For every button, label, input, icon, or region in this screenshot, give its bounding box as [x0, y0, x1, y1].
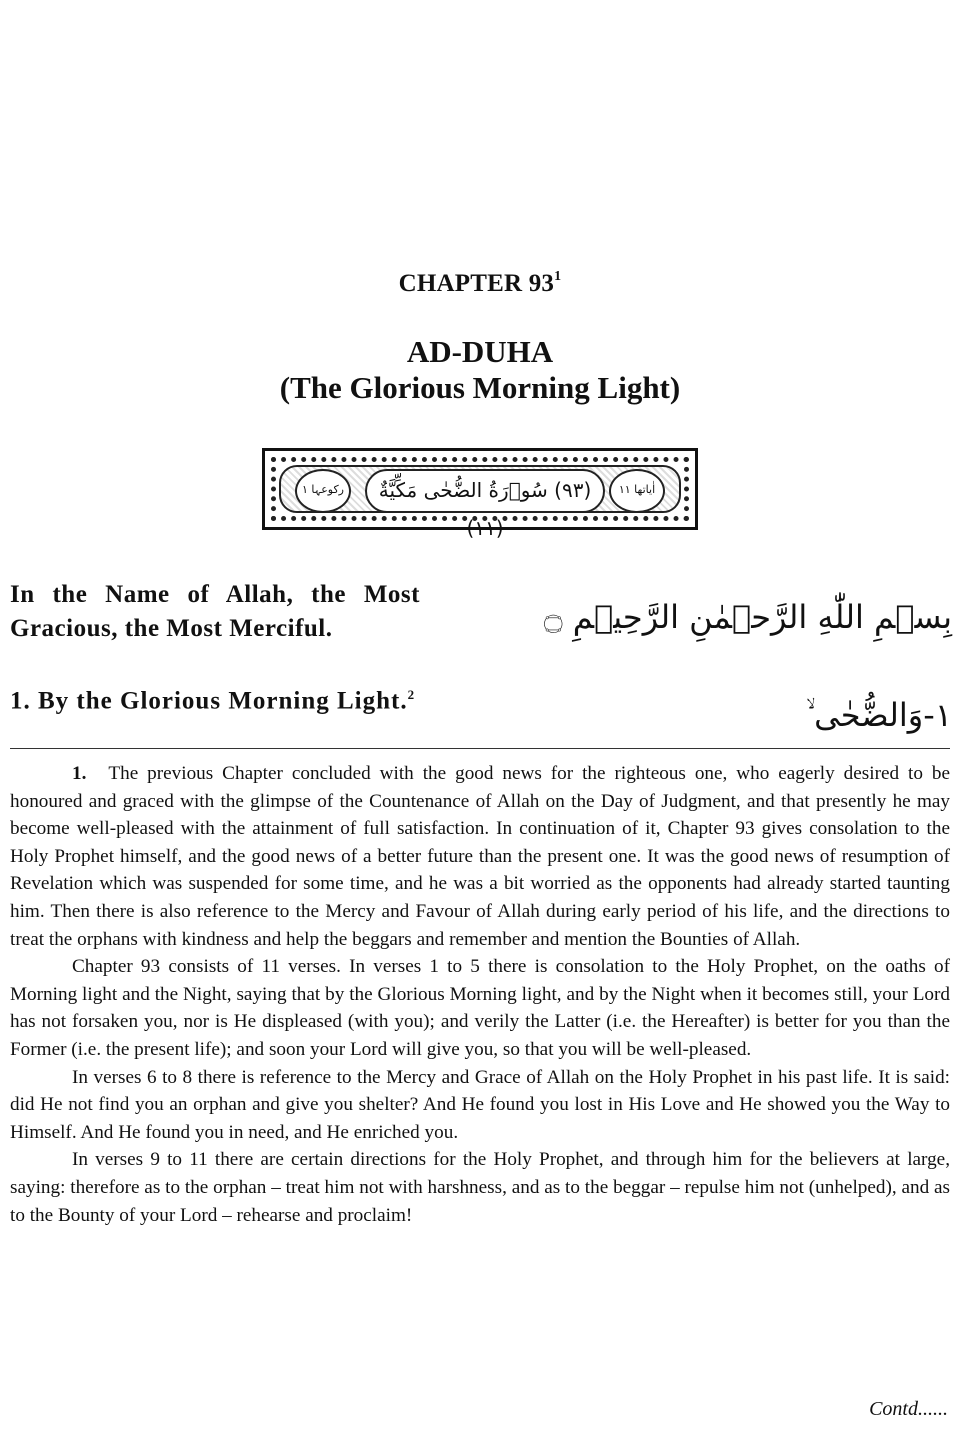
verse-1-text: 1. By the Glorious Morning Light.	[10, 687, 408, 715]
chapter-label: CHAPTER 93	[398, 270, 555, 297]
basmala-translation: In the Name of Allah, the Most Gracious, the Most Merciful.	[10, 581, 420, 642]
note-number: 1.	[72, 763, 87, 784]
continued-marker: Contd......	[869, 1398, 948, 1420]
commentary-paragraph: Chapter 93 consists of 11 verses. In verses 1 to 5 there is consolation to the Holy Prophet, on the oaths of Morning light and the Night, saying that by the Glorious Morning light, and by the Night when it becomes still, your Lord has not forsaken you, nor is He displeased (with you); and verily the Latter (i.e. the Hereafter) is better for you than the Former (i.e. the present life); and soon your Lord will give you, so that you will be well-pleased.	[10, 956, 950, 1060]
commentary-paragraph: In verses 6 to 8 there is reference to the Mercy and Grace of Allah on the Holy Prophet in his past life. It is said: did He not find you an orphan and give you shelter? And He found you lost in His Love and He showed you the Way to Himself. And He found you in need, and He enriched you.	[10, 1066, 950, 1143]
commentary-paragraph: 1. The previous Chapter concluded with the good news for the righteous one, who eagerly desired to be honoured and graced with the glimpse of the Countenance of Allah on the Day of Judgment, and that presently he may become well-pleased with the attainment of full satisfaction. In continuation of it, Chapter 93 gives consolation to the Holy Prophet himself, and the good news of a better future than the present one. It was the good news of resumption of Revelation which was suspended for some time, and he was a bit worried as the opponents had already started taunting him. Then there is also reference to the Mercy and Favour of Allah during early period of his life, and the directions to treat the orphans with kindness and help the beggars and remember and mention the Bounties of Allah.	[10, 763, 950, 950]
verse-1-arabic: ١-وَالضُّحٰى ۙ	[806, 696, 952, 734]
chapter-footnote-marker: 1	[554, 268, 562, 284]
divider-rule	[10, 748, 950, 749]
basmala-arabic: بِسۡمِ اللّٰهِ الرَّحۡمٰنِ الرَّحِيۡمِ ۝	[543, 598, 952, 636]
banner-right-medallion: اٰیاتھا ١١	[609, 469, 665, 513]
verse-1-translation	[10, 678, 420, 718]
verse-1-footnote-marker: 2	[407, 687, 416, 702]
commentary-paragraph: In verses 9 to 11 there are certain directions for the Holy Prophet, and through him for the believers at large, saying: therefore as to the orphan – treat him not with harshness, and as to the beggar – repulse him not (unhelped), and as to the Bounty of your Lord – rehearse and proclaim!	[10, 1149, 950, 1226]
surah-name: AD-DUHA	[406, 334, 554, 369]
surah-translation: (The Glorious Morning Light)	[279, 370, 681, 405]
banner-left-medallion: رکوعہا ١	[295, 469, 351, 513]
commentary	[10, 760, 950, 1229]
surah-title-block	[0, 334, 960, 406]
surah-ornamental-banner	[262, 448, 698, 540]
banner-surah-cartouche: (٩٣) سُوۡرَةُ الضُّحٰى مَكِّيَّةٌ (١١)	[365, 469, 605, 513]
chapter-heading	[0, 270, 960, 298]
